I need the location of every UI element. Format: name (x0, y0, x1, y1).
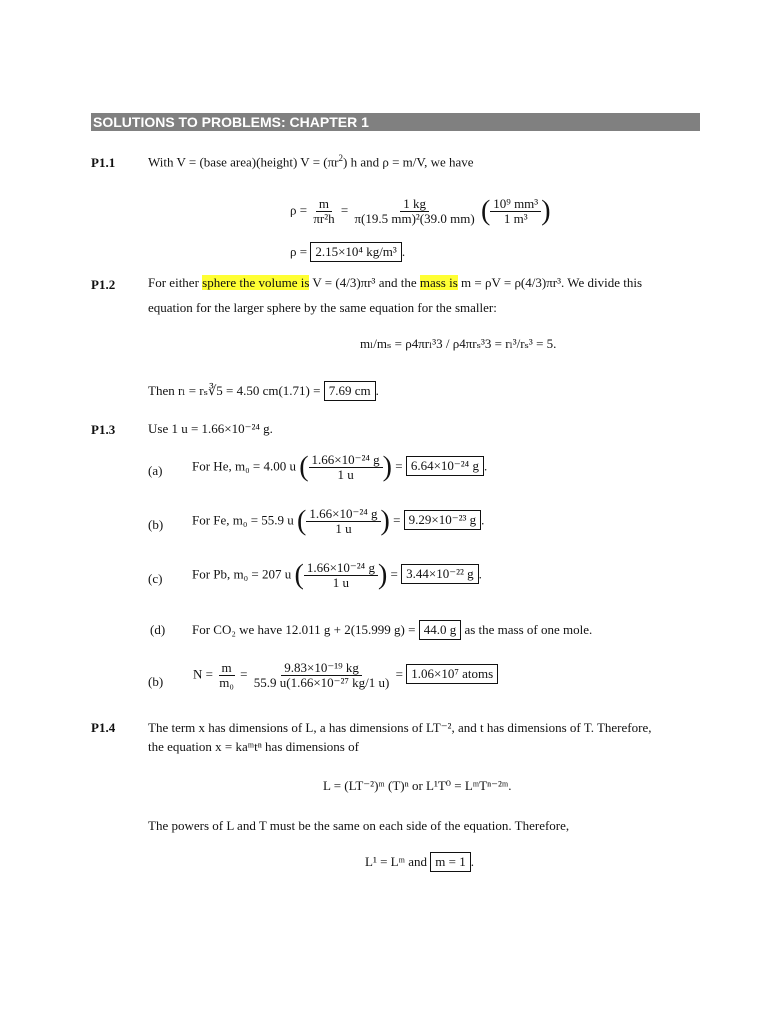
p1-2-highlight-mass: mass is (419, 275, 458, 290)
p1-3-item-c-tag: (c) (148, 571, 163, 586)
problem-label-p1-3: P1.3 (91, 422, 116, 437)
p1-3-b2-f1-den: m₀ (219, 675, 234, 690)
p1-2-highlight-volume: sphere the volume is (202, 275, 310, 290)
p1-3-item-a-answer: 6.64×10⁻²⁴ g (406, 456, 484, 476)
p1-1-f2-den: π(19.5 mm)²(39.0 mm) (354, 211, 475, 226)
p1-2-text-1: For either (148, 275, 203, 290)
p1-3-item-c: For Pb, m₀ = 207 u ( $\frac{\text{1.66×10⁻²⁴ g}}{1 u}$ ) = 3.44×10⁻²² g . (192, 559, 482, 591)
p1-1-answer-box: 2.15×10⁴ kg/m³ (310, 242, 402, 262)
p1-3-b2-f2-num: 9.83×10⁻¹⁹ kg (281, 661, 362, 676)
p1-1-intro: With V = (base area)(height) $V = (\pi r^2)$ h and ρ = m/V, we have (148, 153, 474, 170)
p1-3-item-a-den: 1 u (337, 467, 354, 482)
problem-label-p1-4: P1.4 (91, 720, 116, 735)
p1-2-then-text: Then rₗ = rₛ∛5 = 4.50 cm(1.71) = (148, 383, 321, 398)
p1-3-item-b2-tag: (b) (148, 674, 164, 689)
p1-3-item-b-tag: (b) (148, 517, 164, 532)
p1-3-b2-fraction-1 (216, 661, 237, 690)
p1-3-item-d-answer: 44.0 g (419, 620, 462, 640)
problem-label-p1-1: P1.1 (91, 155, 116, 170)
p1-3-item-c-answer: 3.44×10⁻²² g (401, 564, 479, 584)
p1-3-item-a-tag: (a) (148, 463, 163, 478)
p1-4-dimension-equation: L = (LT⁻²)ᵐ (T)ⁿ or L¹T⁰ = LᵐTⁿ⁻²ᵐ. (323, 778, 512, 793)
p1-4-result-text: L¹ = Lᵐ and (365, 854, 427, 869)
p1-3-b2-f1-num: m (219, 661, 235, 676)
p1-3-use: Use 1 u = 1.66×10⁻²⁴ g. (148, 421, 273, 436)
p1-3-item-b-num: 1.66×10⁻²⁴ g (306, 507, 380, 522)
p1-3-b2-fraction-2 (251, 661, 393, 690)
p1-1-f1-den: πr²h (313, 211, 335, 226)
p1-2-ratio-equation: mₗ/mₛ = ρ4πrₗ³3 / ρ4πrₛ³3 = rₗ³/rₛ³ = 5. (360, 336, 557, 351)
p1-1-f3-num: 10⁹ mm³ (490, 197, 541, 212)
p1-1-equation-1: ρ = $\frac{m}{\text{πr²h}}$ = $\frac{1 kg}{\text{π(19.5 mm)²(39.0 mm)}}$ ( $\frac{\text{10⁹ mm³}}{\text{1 m³}}$ ) (290, 195, 551, 227)
problem-label-p1-2: P1.2 (91, 277, 116, 292)
p1-4-answer-box: m = 1 (430, 852, 470, 872)
p1-3-item-a-fraction (309, 453, 383, 482)
p1-4-line-1: The term x has dimensions of L, a has dimensions of LT⁻², and t has dimensions of T. Therefore, (148, 720, 652, 735)
p1-3-item-b-fraction (306, 507, 380, 536)
p1-3-item-c-num: 1.66×10⁻²⁴ g (304, 561, 378, 576)
p1-1-f3-den: 1 m³ (503, 211, 528, 226)
p1-1-intro-b: ) h and ρ = m/V, we have (343, 154, 474, 170)
p1-3-item-b-den: 1 u (335, 521, 352, 536)
p1-2-line-2: equation for the larger sphere by the same equation for the smaller: (148, 300, 497, 315)
p1-4-line-2: the equation x = kaᵐtⁿ has dimensions of (148, 739, 359, 754)
p1-1-fraction-2 (351, 197, 477, 226)
p1-3-b2-lhs: N = (193, 666, 213, 682)
p1-1-equation-2: ρ = 2.15×10⁴ kg/m³ . (290, 242, 405, 262)
p1-1-f2-num: 1 kg (400, 197, 429, 212)
p1-3-item-c-den: 1 u (332, 575, 350, 590)
p1-3-item-a-num: 1.66×10⁻²⁴ g (309, 453, 383, 468)
p1-3-item-b-answer: 9.29×10⁻²³ g (404, 510, 482, 530)
p1-2-line-1 (148, 275, 642, 291)
p1-3-item-b2: N = $\frac{m}{\text{m₀}}$ = $\frac{\text{9.83×10⁻¹⁹ kg}}{\text{55.9 u(1.66×10⁻²⁷ kg/1 u)}}$ = 1.06×10⁷ atoms (193, 661, 498, 690)
p1-1-f1-num: m (316, 197, 332, 212)
p1-1-fraction-3 (490, 197, 541, 226)
p1-3-item-c-text: For Pb, m₀ = 207 u (192, 566, 292, 582)
p1-2-text-2: V = (4/3)πr³ and the (309, 275, 420, 290)
p1-4-result: L¹ = Lᵐ and m = 1 . (365, 852, 474, 872)
p1-1-eq1-lhs: ρ = (290, 202, 308, 218)
p1-3-item-d-text: For CO₂ we have 12.011 g + 2(15.999 g) = (192, 622, 416, 637)
p1-3-item-c-fraction (304, 561, 378, 590)
p1-3-b2-f2-den: 55.9 u(1.66×10⁻²⁷ kg/1 u) (253, 675, 390, 690)
p1-3-item-a-text: For He, m₀ = 4.00 u (192, 458, 296, 474)
p1-1-fraction-1 (310, 197, 337, 226)
p1-3-b2-answer: 1.06×10⁷ atoms (406, 664, 498, 684)
p1-3-item-d-tag: (d) (150, 622, 166, 637)
p1-3-item-b-text: For Fe, m₀ = 55.9 u (192, 512, 294, 528)
p1-3-item-b: For Fe, m₀ = 55.9 u ( $\frac{\text{1.66×10⁻²⁴ g}}{1 u}$ ) = 9.29×10⁻²³ g . (192, 505, 485, 537)
p1-2-answer-box: 7.69 cm (324, 381, 376, 401)
p1-2-then: Then rₗ = rₛ∛5 = 4.50 cm(1.71) = 7.69 cm . (148, 381, 379, 401)
p1-4-line-3: The powers of L and T must be the same on each side of the equation. Therefore, (148, 818, 570, 833)
p1-1-intro-a: With V = (base area)(height) V = (πr (148, 154, 339, 170)
p1-3-item-a: For He, m₀ = 4.00 u ( $\frac{\text{1.66×10⁻²⁴ g}}{1 u}$ ) = 6.64×10⁻²⁴ g . (192, 451, 488, 483)
p1-3-item-d-tail: as the mass of one mole. (464, 622, 593, 637)
chapter-header: SOLUTIONS TO PROBLEMS: CHAPTER 1 (91, 113, 700, 131)
p1-1-eq2-lhs: ρ = (290, 244, 308, 259)
p1-2-text-3: m = ρV = ρ(4/3)πr³. We divide this (457, 275, 643, 290)
p1-3-item-d (192, 620, 592, 640)
